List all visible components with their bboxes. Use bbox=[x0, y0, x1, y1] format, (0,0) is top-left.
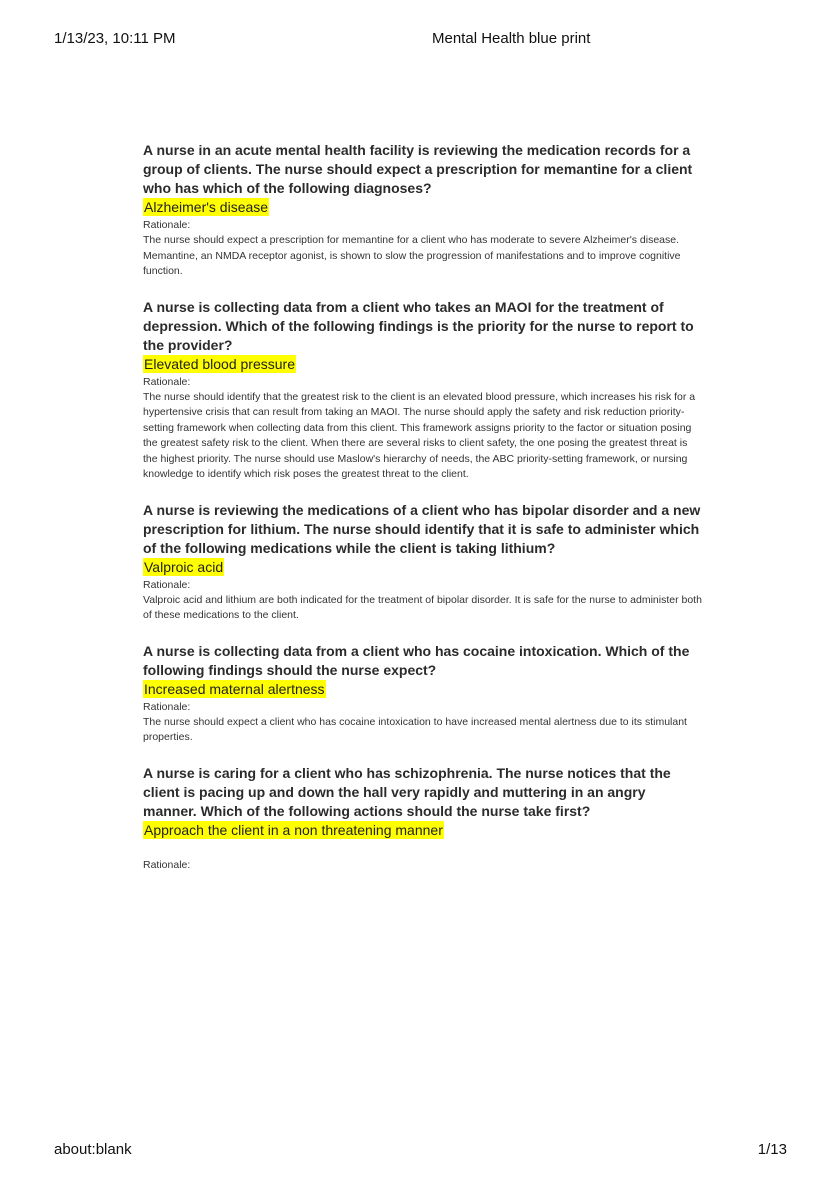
rationale-text: The nurse should expect a client who has cocaine intoxication to have increased mental alertness due to its stimulant properties. bbox=[143, 715, 687, 743]
rationale-text: The nurse should identify that the greatest risk to the client is an elevated blood pressure, which increases his risk for a hypertensive crisis that can result from taking an MAOI. The nurse should apply the safety and risk reduction priority-setting framework when collecting data from this client. This framework assigns priority to the factor or situation posing the greatest safety risk to the client. When there are several risks to client safety, the one posing the greatest threat is the highest priority. The nurse should use Maslow's hierarchy of needs, the ABC priority-setting framework, or nursing knowledge to identify which risk poses the greatest threat to the client. bbox=[143, 390, 696, 480]
rationale-label: Rationale: bbox=[143, 375, 191, 388]
rationale-label: Rationale: bbox=[143, 700, 191, 713]
question-text: A nurse is collecting data from a client who takes an MAOI for the treatment of depression. Which of the following findings is the priority for the nurse to report to the provider? bbox=[143, 298, 694, 353]
document-title: Mental Health blue print bbox=[432, 30, 591, 47]
rationale-label: Rationale: bbox=[143, 858, 191, 871]
question-block bbox=[143, 501, 703, 624]
highlighted-answer: Alzheimer's disease bbox=[144, 199, 269, 215]
question-block bbox=[143, 298, 703, 483]
question-block bbox=[143, 141, 703, 280]
rationale-text: The nurse should expect a prescription for memantine for a client who has moderate to severe Alzheimer's disease. Memantine, an NMDA receptor agonist, is shown to slow the progression of manifestations and to improve cognitive function. bbox=[143, 234, 681, 277]
question-text: A nurse is collecting data from a client who has cocaine intoxication. Which of the following findings should the nurse expect? bbox=[143, 642, 690, 678]
document-body bbox=[143, 141, 703, 891]
question-text: A nurse is caring for a client who has schizophrenia. The nurse notices that the client is pacing up and down the hall very rapidly and muttering in an angry manner. Which of the following actions should the nurse take first? bbox=[143, 764, 671, 819]
highlighted-answer: Valproic acid bbox=[144, 558, 224, 575]
highlighted-answer: Approach the client in a non threatening manner bbox=[144, 821, 443, 838]
highlighted-answer: Increased maternal alertness bbox=[144, 680, 325, 697]
page-number: 1/13 bbox=[757, 1141, 787, 1158]
page-url: about:blank bbox=[54, 1141, 132, 1158]
question-text: A nurse in an acute mental health facility is reviewing the medication records for a group of clients. The nurse should expect a prescription for memantine for a client who has which of the following diagnoses? bbox=[143, 142, 693, 196]
question-text: A nurse is reviewing the medications of a client who has bipolar disorder and a new prescription for lithium. The nurse should identify that it is safe to administer which of the following medications while the client is taking lithium? bbox=[143, 501, 701, 556]
rationale-label: Rationale: bbox=[143, 578, 191, 591]
rationale-text: Valproic acid and lithium are both indicated for the treatment of bipolar disorder. It is safe for the nurse to administer both of these medications to the client. bbox=[143, 593, 702, 621]
highlighted-answer: Elevated blood pressure bbox=[144, 355, 295, 372]
rationale-label: Rationale: bbox=[143, 219, 191, 231]
question-block bbox=[143, 642, 703, 746]
print-datetime: 1/13/23, 10:11 PM bbox=[54, 30, 176, 47]
question-block bbox=[143, 764, 703, 873]
